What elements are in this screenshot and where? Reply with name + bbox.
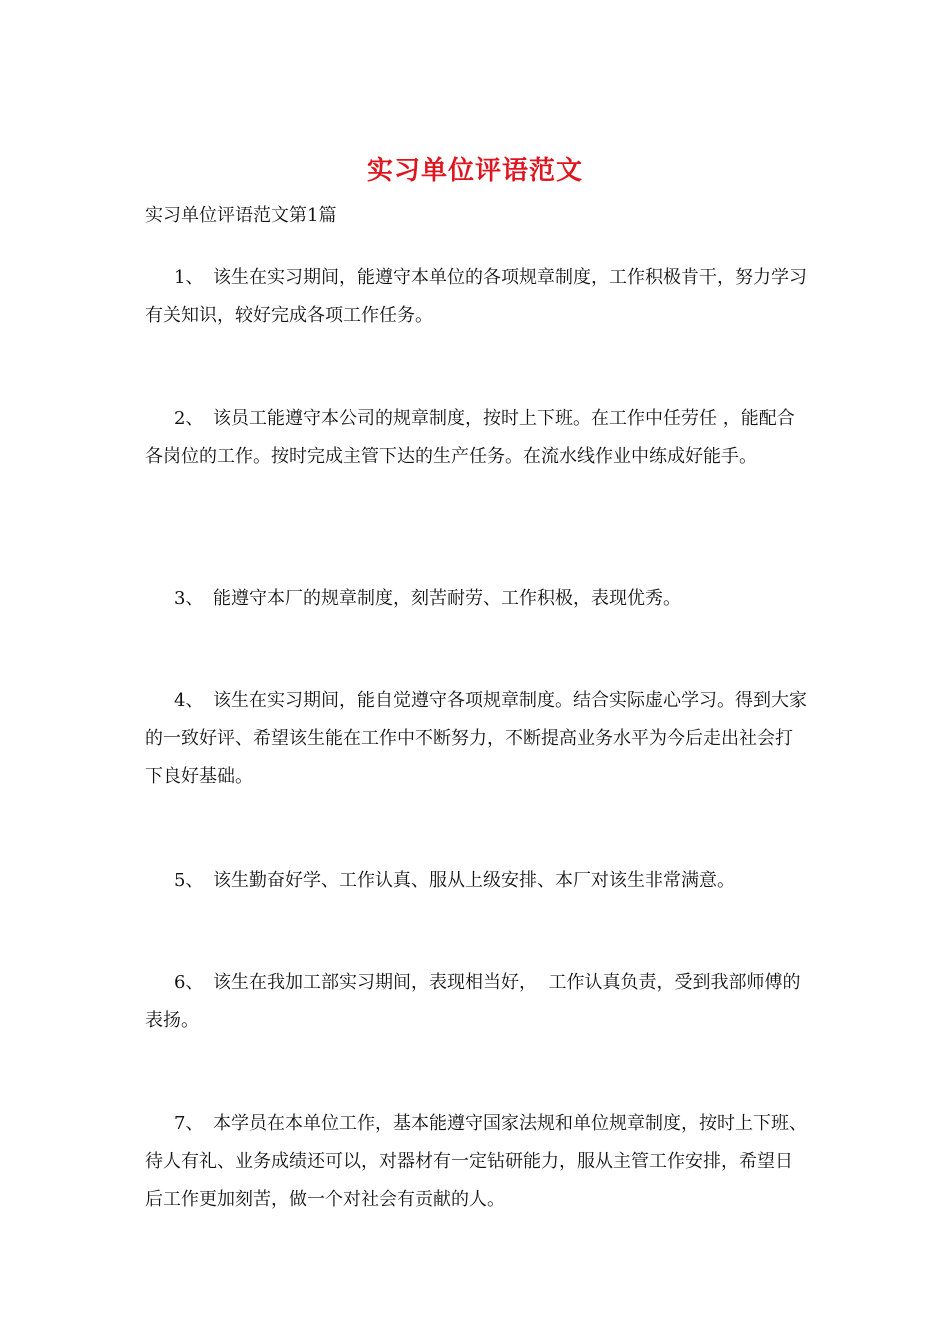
page-title: 实习单位评语范文 bbox=[366, 156, 583, 186]
paragraph-text: 该生在实习期间，能自觉遵守各项规章制度。结合实际虚心学习。得到大家的一致好评、希望该生能在工作中不断努力，不断提高业务水平为今后走出社会打下良好基础。 bbox=[145, 690, 807, 787]
paragraph-7 bbox=[145, 1105, 810, 1219]
paragraph-number: 6、 bbox=[174, 972, 204, 993]
paragraph-text: 该员工能遵守本公司的规章制度，按时上下班。在工作中任劳任 ，能配合各岗位的工作。按时完成主管下达的生产任务。在流水线作业中练成好能手。 bbox=[145, 408, 795, 467]
paragraph-text: 能遵守本厂的规章制度，刻苦耐劳、工作积极，表现优秀。 bbox=[213, 588, 681, 609]
paragraph-5 bbox=[145, 862, 810, 900]
paragraph-4 bbox=[145, 682, 810, 796]
section-heading: 实习单位评语范文第1篇 bbox=[145, 205, 337, 226]
paragraph-number: 3、 bbox=[174, 588, 204, 609]
paragraph-number: 5、 bbox=[174, 870, 204, 891]
paragraph-number: 2、 bbox=[174, 408, 204, 429]
paragraph-6 bbox=[145, 964, 810, 1040]
paragraph-number: 7、 bbox=[174, 1113, 204, 1134]
paragraph-2 bbox=[145, 400, 810, 476]
paragraph-text: 该生勤奋好学、工作认真、服从上级安排、本厂对该生非常满意。 bbox=[213, 870, 735, 891]
paragraph-text: 本学员在本单位工作，基本能遵守国家法规和单位规章制度，按时上下班、待人有礼、业务成绩还可以，对器材有一定钻研能力，服从主管工作安排，希望日后工作更加刻苦，做一个对社会有贡献的人。 bbox=[145, 1113, 807, 1210]
paragraph-number: 4、 bbox=[174, 690, 204, 711]
paragraph-3 bbox=[145, 580, 810, 618]
paragraph-text: 该生在实习期间，能遵守本单位的各项规章制度，工作积极肯干，努力学习有关知识，较好完成各项工作任务。 bbox=[145, 267, 807, 326]
paragraph-1 bbox=[145, 259, 810, 335]
paragraph-number: 1、 bbox=[174, 267, 204, 288]
paragraph-text: 该生在我加工部实习期间，表现相当好， 工作认真负责，受到我部师傅的表扬。 bbox=[145, 972, 801, 1031]
